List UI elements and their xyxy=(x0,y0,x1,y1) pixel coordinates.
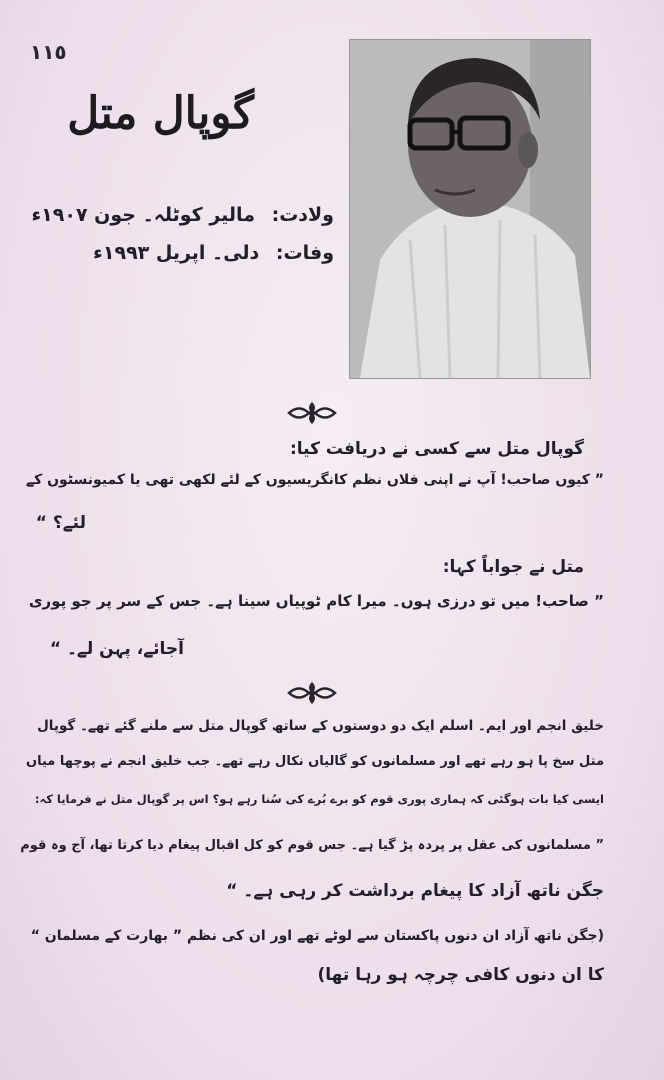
paragraph-line: ” مسلمانوں کی عقل پر پردہ پڑ گیا ہے۔ جس قوم کو کل اقبال پیغام دیا کرتا تھا، آج وہ قوم xyxy=(20,838,604,853)
paragraph-line: (جگن ناتھ آزاد ان دنوں پاکستان سے لوٹے تھے اور ان کی نظم ” بھارت کے مسلمان “ xyxy=(30,928,604,944)
birth-label: ولادت: xyxy=(271,204,334,226)
birth-line xyxy=(31,204,334,226)
paragraph-line: ایسی کیا بات ہوگئی کہ ہماری پوری قوم کو برے بُرے کی سُنا رہے ہو؟ اس پر گوپال متل نے فرمایا کہ: xyxy=(34,792,604,806)
paragraph-line: متل سخ پا ہو رہے تھے اور مسلمانوں کو گالیاں نکال رہے تھے۔ جب خلیق انجم نے پوچھا میاں xyxy=(26,754,604,769)
birth-value: مالیر کوٹلہ۔ جون ۱۹۰۷ء xyxy=(31,204,255,226)
paragraph-line: ” کیوں صاحب! آپ نے اپنی فلاں نظم کانگریسیوں کے لئے لکھی تھی یا کمیونسٹوں کے xyxy=(25,472,604,488)
paragraph-line: لئے؟ “ xyxy=(35,513,86,533)
death-value: دلی۔ اپریل ۱۹۹۳ء xyxy=(93,242,260,264)
paragraph-line: جگن ناتھ آزاد کا پیغام برداشت کر رہی ہے۔ “ xyxy=(226,881,604,901)
paragraph-line: گوپال متل سے کسی نے دریافت کیا: xyxy=(289,439,584,459)
ornament-divider-icon xyxy=(285,400,339,426)
ornament-divider-icon xyxy=(285,680,339,706)
page-number: ١١٥ xyxy=(30,40,67,64)
paragraph-line: آجائے، پہن لے۔ “ xyxy=(49,639,184,659)
paragraph-line: کا ان دنوں کافی چرچہ ہو رہا تھا) xyxy=(317,965,604,985)
death-line xyxy=(93,242,334,264)
page-title: گوپال متل xyxy=(67,88,254,139)
paragraph-line: متل نے جواباً کہا: xyxy=(442,557,584,577)
paragraph-line: خلیق انجم اور ایم۔ اسلم ایک دو دوستوں کے ساتھ گوپال متل سے ملنے گئے تھے۔ گوپال xyxy=(37,718,604,734)
death-label: وفات: xyxy=(275,242,334,264)
author-photo xyxy=(350,40,590,378)
paragraph-line: ” صاحب! میں تو درزی ہوں۔ میرا کام ٹوپیاں سینا ہے۔ جس کے سر پر جو پوری xyxy=(28,592,604,610)
